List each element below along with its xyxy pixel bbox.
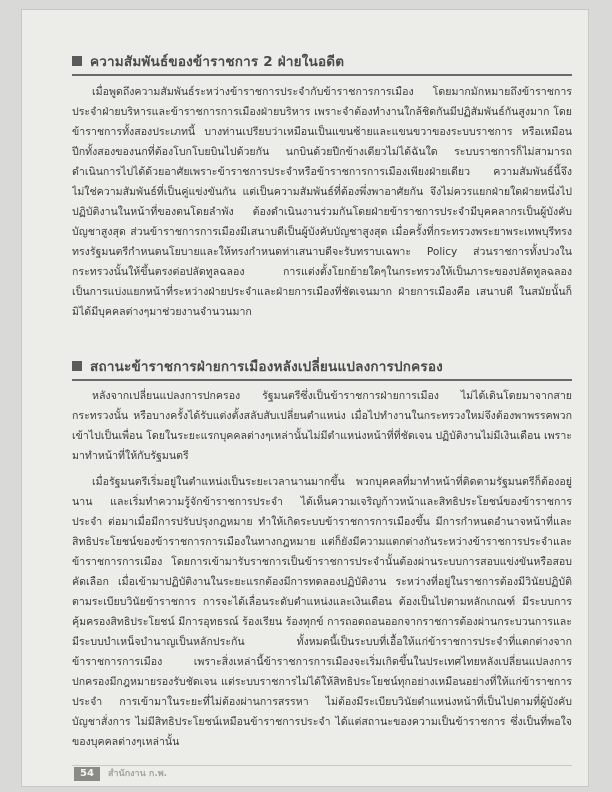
page-content xyxy=(72,10,572,786)
section-heading-2 xyxy=(72,353,572,381)
square-bullet-icon xyxy=(72,56,82,66)
section-1-paragraph: เมื่อพูดถึงความสัมพันธ์ระหว่างข้าราชการประจำกับข้าราชการการเมือง โดยมากมักหมายถึงข้าราชการประจำฝ่ายบริหารและข้าราชการการเมืองฝ่ายบริหาร เพราะจำต้องทำงานใกล้ชิดกันมีปฏิสัมพันธ์กันสูงมาก โดยข้าราชการทั้งสองประเภทนี้ บางท่านเปรียบว่าเหมือนเป็นแขนซ้ายและแขนขวาของระบบราชการ หรือเหมือนปีกทั้งสองของนกที่ต้องโบกโบยบินไปด้วยกัน นกบินด้วยปีกข้างเดียวไม่ได้ฉันใด ระบบราชการก็ไม่สามารถดำเนินการไปได้ด้วยอาศัยเพราะข้าราชการประจำหรือข้าราชการการเมืองเพียงฝ่ายเดียว ความสัมพันธ์นี้จึงไม่ใช่ความสัมพันธ์ที่เป็นคู่แข่งขันกัน แต่เป็นความสัมพันธ์ที่ต้องพึ่งพาอาศัยกัน จึงไม่ควรแยกฝ่ายใดฝ่ายหนึ่งไปปฏิบัติงานในหน้าที่ของตนโดยลำพัง ต้องดำเนินงานร่วมกันโดยฝ่ายข้าราชการประจำมีบุคคลากรเป็นผู้บังคับบัญชาสูงสุด ส่วนข้าราชการการเมืองมีเสนาบดีเป็นผู้บังคับบัญชาสูงสุด เมื่อครั้งที่กระทรวงพระยาพระเทพบุรีทรงทรงรัฐมนตรีกำหนดนโยบายและให้ทรงกำหนดท่าเสนาบดีจะรับทราบเฉพาะ Policy ส่วนราชการทั้งปวงในกระทรวงนั้นให้ขึ้นตรงต่อปลัดทูลฉลอง การแต่งตั้งโยกย้ายใดๆในกระทรวงให้เป็นภาระของปลัดทูลฉลอง เป็นการแบ่งแยกหน้าที่ระหว่างฝ่ายประจำและฝ่ายการเมืองที่ชัดเจนมาก ฝ่ายการเมืองคือ เสนาบดี ในสมัยนั้นก็มิได้มีบุคคลต่างๆมาช่วยงานจำนวนมาก xyxy=(72,86,572,318)
footer-publisher-mark: สำนักงาน ก.พ. xyxy=(108,769,168,779)
square-bullet-icon xyxy=(72,361,82,371)
footer-divider xyxy=(72,765,572,766)
document-page xyxy=(22,10,588,786)
section-2-paragraph-1: หลังจากเปลี่ยนแปลงการปกครอง รัฐมนตรีซึ่งเป็นข้าราชการฝ่ายการเมือง ไม่ได้เดินโดยมาจากสายกระทรวงนั้น หรือบางครั้งได้รับแต่งตั้งสลับสับเปลี่ยนตำแหน่ง เมื่อไปทำงานในกระทรวงใหม่จึงต้องพาพรรคพวกเข้าไปเป็นเพื่อน โดยในระยะแรกบุคคลต่างๆเหล่านั้นไม่มีตำแหน่งหน้าที่ที่ชัดเจน ปฏิบัติงานไม่มีเงินเดือน เพราะมาทำหน้าที่ให้กับรัฐมนตรี xyxy=(72,390,572,462)
section-title-1: ความสัมพันธ์ของข้าราชการ 2 ฝ่ายในอดีต xyxy=(90,54,345,70)
page-number: 54 xyxy=(74,767,100,781)
section-heading-1 xyxy=(72,48,572,76)
section-title-2: สถานะข้าราชการฝ่ายการเมืองหลังเปลี่ยนแปลงการปกครอง xyxy=(90,359,443,375)
section-2-paragraph-2: เมื่อรัฐมนตรีเริ่มอยู่ในตำแหน่งเป็นระยะเวลานานมากขึ้น พวกบุคคลที่มาทำหน้าที่ติดตามรัฐมนตรีก็ต้องอยู่นาน และเริ่มทำความรู้จักข้าราชการประจำ ได้เห็นความเจริญก้าวหน้าและสิทธิประโยชน์ของข้าราชการประจำ ต่อมาเมื่อมีการปรับปรุงกฎหมาย ทำให้เกิดระบบข้าราชการการเมืองขึ้น มีการกำหนดอำนาจหน้าที่และสิทธิประโยชน์ของข้าราชการการเมืองในทางกฎหมาย แต่ก็ยังมีความแตกต่างกันระหว่างข้าราชการประจำและข้าราชการการเมือง โดยการเข้ามารับราชการเป็นข้าราชการประจำนั้นต้องผ่านระบบการสอบแข่งขันหรือสอบคัดเลือก เมื่อเข้ามาปฏิบัติงานในระยะแรกต้องมีการทดลองปฏิบัติงาน ระหว่างที่อยู่ในราชการต้องมีวินัยปฏิบัติตามระเบียบวินัยข้าราชการ การจะได้เลื่อนระดับตำแหน่งและเงินเดือน ต้องเป็นไปตามหลักเกณฑ์ มีระบบการคุ้มครองสิทธิประโยชน์ มีการอุทธรณ์ ร้องเรียน ร้องทุกข์ การถอดถอนออกจากราชการต้องผ่านกระบวนการและมีระบบบำเหน็จบำนาญเป็นหลักประกัน ทั้งหมดนี้เป็นระบบที่เอื้อให้แก่ข้าราชการประจำที่แตกต่างจากข้าราชการการเมือง เพราะสิ่งเหล่านี้ข้าราชการการเมืองจะเริ่มเกิดขึ้นในประเทศไทยหลังเปลี่ยนแปลงการปกครองมีกฎหมายรองรับชัดเจน แต่ระบบราชการไม่ได้ให้สิทธิประโยชน์ทุกอย่างเหมือนอย่างที่ให้แก่ข้าราชการประจำ การเข้ามาในระยะที่ไม่ต้องผ่านการสรรหา ไม่ต้องมีระเบียบวินัยตำแหน่งหน้าที่เป็นไปตามที่ผู้บังคับบัญชาสั่งการ ไม่มีสิทธิประโยชน์เหมือนข้าราชการประจำ ได้แต่สถานะของความเป็นข้าราชการ ซึ่งเป็นที่พอใจของบุคคลต่างๆเหล่านั้น xyxy=(72,476,572,748)
